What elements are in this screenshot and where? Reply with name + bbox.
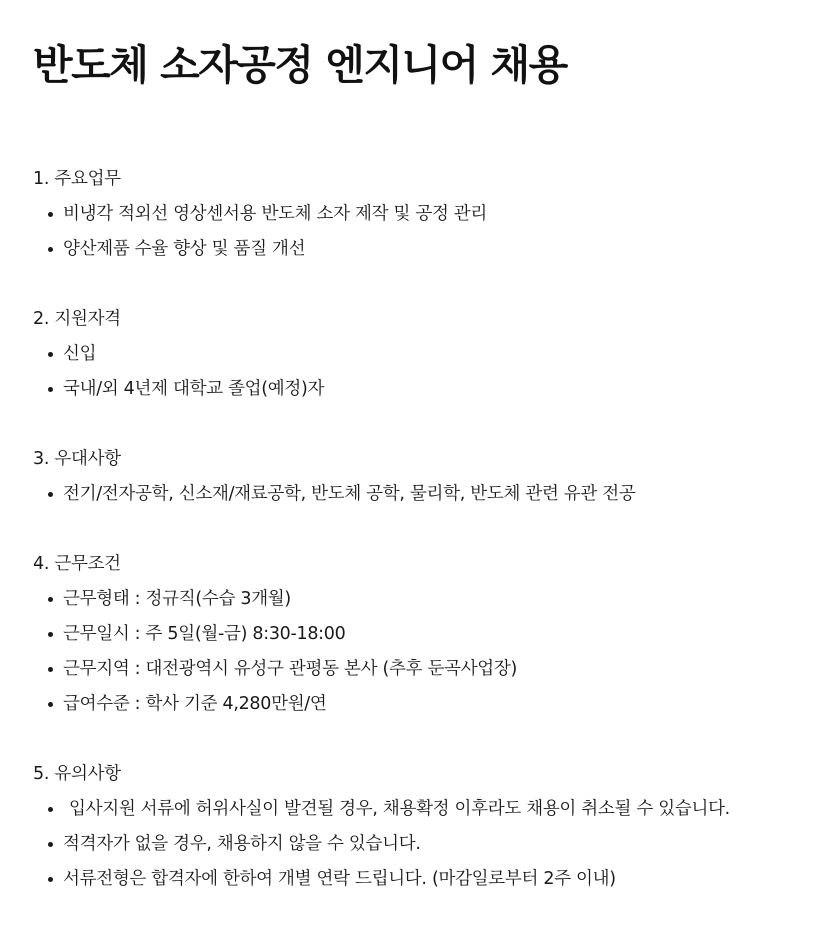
bullet-icon — [48, 632, 53, 637]
section-preferences — [33, 442, 821, 512]
bullet-list — [33, 792, 821, 897]
list-item-text: 양산제품 수율 향상 및 품질 개선 — [63, 239, 306, 259]
section-heading: 2. 지원자격 — [33, 309, 121, 329]
list-item-text: 적격자가 없을 경우, 채용하지 않을 수 있습니다. — [63, 834, 421, 854]
list-item — [33, 617, 821, 652]
section-working-conditions — [33, 547, 821, 722]
bullet-icon — [48, 667, 53, 672]
bullet-icon — [48, 842, 53, 847]
bullet-list — [33, 337, 821, 407]
section-main-duties — [33, 162, 821, 267]
bullet-icon — [48, 247, 53, 252]
section-heading: 5. 유의사항 — [33, 764, 121, 784]
section-heading: 3. 우대사항 — [33, 449, 121, 469]
list-item — [33, 337, 821, 372]
bullet-icon — [48, 352, 53, 357]
list-item — [33, 582, 821, 617]
list-item — [33, 197, 821, 232]
list-item-text: 신입 — [63, 344, 97, 364]
list-item-text: 근무지역 : 대전광역시 유성구 관평동 본사 (추후 둔곡사업장) — [63, 659, 518, 679]
list-item — [33, 687, 821, 722]
list-item-text: 근무일시 : 주 5일(월-금) 8:30-18:00 — [63, 624, 346, 644]
bullet-icon — [48, 597, 53, 602]
section-notices — [33, 757, 821, 897]
list-item-text: 급여수준 : 학사 기준 4,280만원/연 — [63, 694, 327, 714]
list-item — [33, 232, 821, 267]
bullet-icon — [48, 807, 53, 812]
bullet-icon — [48, 212, 53, 217]
section-qualifications — [33, 302, 821, 407]
list-item — [33, 827, 821, 862]
bullet-list — [33, 197, 821, 267]
list-item — [33, 862, 821, 897]
list-item-text: 전기/전자공학, 신소재/재료공학, 반도체 공학, 물리학, 반도체 관련 유관 전공 — [63, 484, 636, 504]
bullet-icon — [48, 387, 53, 392]
list-item-text: 근무형태 : 정규직(수습 3개월) — [63, 589, 291, 609]
list-item-text: 비냉각 적외선 영상센서용 반도체 소자 제작 및 공정 관리 — [63, 204, 488, 224]
list-item — [33, 477, 821, 512]
bullet-icon — [48, 492, 53, 497]
list-item — [33, 792, 821, 827]
list-item — [33, 652, 821, 687]
page-title: 반도체 소자공정 엔지니어 채용 — [33, 41, 567, 89]
section-heading: 1. 주요업무 — [33, 169, 121, 189]
list-item — [33, 372, 821, 407]
list-item-text: 입사지원 서류에 허위사실이 발견될 경우, 채용확정 이후라도 채용이 취소될 수 있습니다. — [69, 799, 730, 819]
list-item-text: 서류전형은 합격자에 한하여 개별 연락 드립니다. (마감일로부터 2주 이내) — [63, 869, 616, 889]
list-item-text: 국내/외 4년제 대학교 졸업(예정)자 — [63, 379, 325, 399]
bullet-list — [33, 477, 821, 512]
bullet-list — [33, 582, 821, 722]
bullet-icon — [48, 877, 53, 882]
bullet-icon — [48, 702, 53, 707]
section-heading: 4. 근무조건 — [33, 554, 121, 574]
